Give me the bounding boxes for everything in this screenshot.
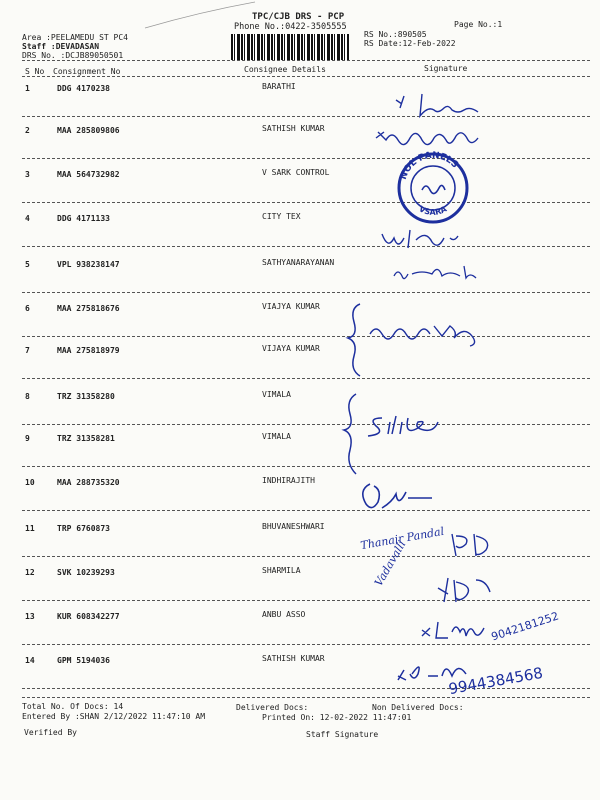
- row-consignment-number: MAA 285809806: [57, 126, 120, 135]
- row-serial-number: 4: [25, 214, 30, 223]
- row-serial-number: 7: [25, 346, 30, 355]
- row-consignee-name: SATHYANARAYANAN: [262, 258, 335, 267]
- signature-row12: [432, 572, 502, 608]
- signature-row13: [418, 616, 498, 646]
- footer-divider: [22, 697, 590, 698]
- col-consignee: Consignee Details: [244, 65, 326, 74]
- row-consignment-number: MAA 564732982: [57, 170, 120, 179]
- drs-number: DRS No. :DCJB89050501: [22, 51, 124, 60]
- row-divider: [22, 600, 590, 601]
- non-delivered-docs: Non Delivered Docs:: [372, 703, 464, 712]
- row-consignment-number: GPM 5194036: [57, 656, 110, 665]
- handwritten-phone-2: 9944384568: [447, 663, 545, 699]
- row-consignment-number: TRZ 31358280: [57, 392, 115, 401]
- row-divider: [22, 466, 590, 467]
- staff-signature: Staff Signature: [306, 730, 379, 739]
- row-consignee-name: CITY TEX: [262, 212, 301, 221]
- handwritten-vadavalli: Vadavalli: [372, 538, 409, 589]
- svg-text:VSARA: VSARA: [417, 204, 449, 217]
- col-consignment: Consignment No: [53, 67, 121, 76]
- rs-number: RS No.:890505: [364, 30, 427, 39]
- col-sno: S No: [25, 67, 45, 76]
- row-consignment-number: TRZ 31358281: [57, 434, 115, 443]
- staff-label: Staff :DEVADASAN: [22, 42, 100, 51]
- row-divider: [22, 202, 590, 203]
- row-divider: [22, 378, 590, 379]
- row-divider: [22, 292, 590, 293]
- bracket-rows-8-9: [340, 390, 360, 480]
- total-docs: Total No. Of Docs: 14: [22, 702, 124, 711]
- row-consignment-number: MAA 288735320: [57, 478, 120, 487]
- column-header-divider: [22, 76, 590, 77]
- svg-text:NOL PANELS: NOL PANELS: [398, 150, 460, 181]
- header-pen-stroke: [140, 0, 260, 30]
- area-label: Area :PEELAMEDU ST PC4: [22, 33, 128, 42]
- row-serial-number: 12: [25, 568, 35, 577]
- col-signature: Signature: [424, 64, 468, 73]
- row-consignee-name: SHARMILA: [262, 566, 301, 575]
- delivered-docs: Delivered Docs:: [236, 703, 309, 712]
- row-divider: [22, 424, 590, 425]
- row-consignee-name: ANBU ASSO: [262, 610, 306, 619]
- row-consignment-number: MAA 275818979: [57, 346, 120, 355]
- row-serial-number: 6: [25, 304, 30, 313]
- row-consignee-name: BHUVANESHWARI: [262, 522, 325, 531]
- signature-row2: [370, 124, 500, 152]
- signature-row1: [392, 90, 492, 120]
- doc-title: TPC/CJB DRS - PCP: [252, 12, 345, 22]
- row-consignee-name: VIMALA: [262, 390, 291, 399]
- row-consignee-name: VIMALA: [262, 432, 291, 441]
- printed-on: Printed On: 12-02-2022 11:47:01: [262, 713, 412, 722]
- row-consignment-number: TRP 6760873: [57, 524, 110, 533]
- row-consignee-name: V SARK CONTROL: [262, 168, 330, 177]
- handwritten-phone-1: 9042181252: [489, 609, 561, 644]
- row-consignment-number: DDG 4170238: [57, 84, 110, 93]
- signature-row11: [446, 530, 506, 560]
- signature-rows-6-7: [364, 320, 494, 348]
- row-serial-number: 10: [25, 478, 35, 487]
- row-divider: [22, 644, 590, 645]
- row-serial-number: 9: [25, 434, 30, 443]
- row-serial-number: 1: [25, 84, 30, 93]
- signature-row10: [356, 478, 446, 518]
- signature-row4: [378, 226, 468, 256]
- rs-date: RS Date:12-Feb-2022: [364, 39, 456, 48]
- entered-by: Entered By :SHAN 2/12/2022 11:47:10 AM: [22, 712, 206, 721]
- company-stamp: [388, 150, 478, 230]
- row-serial-number: 11: [25, 524, 35, 533]
- row-divider: [22, 336, 590, 337]
- row-consignee-name: SATHISH KUMAR: [262, 654, 325, 663]
- signature-rows-8-9: [366, 412, 456, 442]
- row-consignment-number: MAA 275818676: [57, 304, 120, 313]
- verified-by: Verified By: [24, 728, 77, 737]
- row-consignee-name: VIAJYA KUMAR: [262, 302, 320, 311]
- row-serial-number: 13: [25, 612, 35, 621]
- row-serial-number: 14: [25, 656, 35, 665]
- row-consignment-number: VPL 938238147: [57, 260, 120, 269]
- signature-row5: [390, 262, 490, 284]
- row-consignee-name: INDHIRAJITH: [262, 476, 315, 485]
- bracket-rows-6-7: [344, 300, 364, 380]
- row-divider: [22, 158, 590, 159]
- barcode: [231, 34, 349, 60]
- row-consignment-number: DDG 4171133: [57, 214, 110, 223]
- row-consignment-number: KUR 608342277: [57, 612, 120, 621]
- row-consignee-name: SATHISH KUMAR: [262, 124, 325, 133]
- handwritten-thanair-pandal: Thanair Pandal: [359, 524, 446, 553]
- row-consignee-name: VIJAYA KUMAR: [262, 344, 320, 353]
- row-serial-number: 5: [25, 260, 30, 269]
- row-divider: [22, 510, 590, 511]
- row-serial-number: 3: [25, 170, 30, 179]
- row-consignee-name: BARATHI: [262, 82, 296, 91]
- row-consignment-number: SVK 10239293: [57, 568, 115, 577]
- phone-number: Phone No.:0422-3505555: [234, 22, 347, 32]
- header-divider: [22, 60, 590, 61]
- row-serial-number: 8: [25, 392, 30, 401]
- row-serial-number: 2: [25, 126, 30, 135]
- page-number: Page No.:1: [454, 20, 503, 29]
- row-divider: [22, 116, 590, 117]
- row-divider: [22, 246, 590, 247]
